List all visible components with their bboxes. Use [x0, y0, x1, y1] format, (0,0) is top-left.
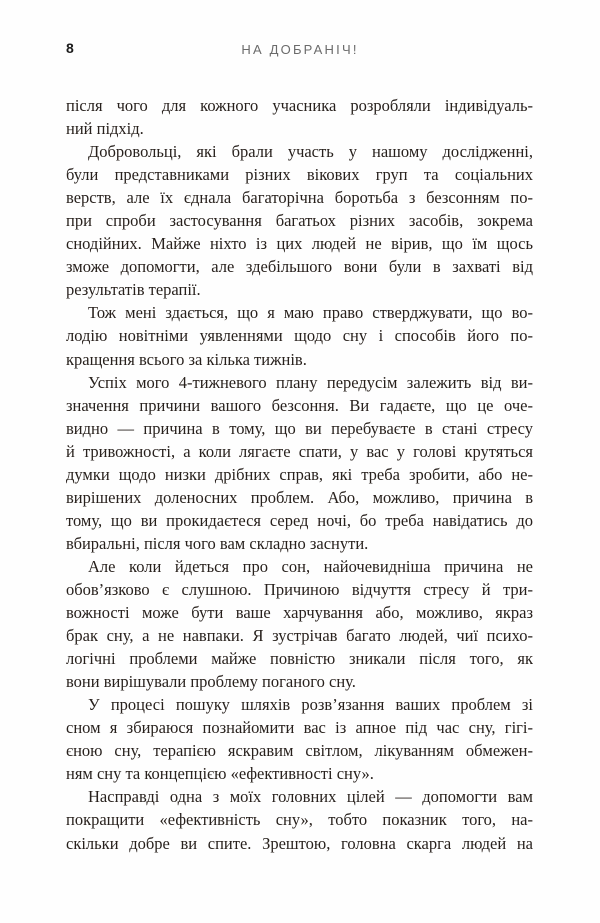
text-line: значення причини вашого безсоння. Ви гадаєте, що це оче-	[66, 395, 533, 415]
text-line: верств, але їх єднала багаторічна боротьба з безсонням по-	[66, 188, 533, 208]
text-line: Але коли йдеться про сон, найочевидніша причина не	[88, 556, 533, 576]
text-line: обов’язково є слушною. Причиною відчуття стресу й три-	[66, 579, 533, 599]
text-line: У процесі пошуку шляхів розв’язання ваших проблем зі	[88, 695, 533, 715]
text-line: покращити «ефективність сну», тобто показник того, на-	[66, 810, 533, 830]
text-line: скільки добре ви спите. Зрештою, головна скарга людей на	[66, 833, 533, 853]
page-number: 8	[66, 40, 74, 56]
text-line: думки щодо низки дрібних справ, які треба зробити, або не-	[66, 464, 533, 484]
text-line: єною сну, терапією яскравим світлом, лікуванням обмежен-	[66, 741, 533, 761]
page-header	[0, 40, 600, 60]
text-line: видно — причина в тому, що ви перебуваєте в стані стресу	[66, 418, 533, 438]
text-line: результатів терапії.	[66, 280, 201, 300]
text-line: вожності може бути ваше харчування або, можливо, якраз	[66, 603, 533, 623]
text-line: сном я збираюся познайомити вас із апное під час сну, гігі-	[66, 718, 533, 738]
text-line: тому, що ви прокидаєтеся серед ночі, бо треба навідатись до	[66, 510, 533, 530]
text-line: після чого для кожного учасника розробляли індивідуаль-	[66, 96, 533, 115]
paragraph	[66, 301, 533, 370]
body-text	[66, 94, 533, 855]
text-line: Добровольці, які брали участь у нашому дослідженні,	[88, 142, 533, 162]
text-line: брак сну, а не навпаки. Я зустрічав багато людей, чиї психо-	[66, 626, 533, 646]
text-line: вбиральні, після чого вам складно заснути.	[66, 533, 369, 553]
paragraph	[66, 371, 533, 555]
text-line: логічні проблеми майже повністю зникали після того, як	[66, 649, 533, 669]
text-line: Успіх мого 4-тижневого плану передусім залежить від ви-	[88, 372, 533, 392]
text-line: ням сну та концепцією «ефективності сну».	[66, 764, 374, 784]
paragraph	[66, 785, 533, 854]
text-line: кращення всього за кілька тижнів.	[66, 349, 307, 369]
paragraph	[66, 693, 533, 785]
text-line: Насправді одна з моїх головних цілей — допомогти вам	[88, 787, 533, 807]
text-line: Тож мені здається, що я маю право стверджувати, що во-	[88, 303, 533, 323]
text-line: вирішених доленосних проблем. Або, можливо, причина в	[66, 487, 533, 507]
text-line: при спроби застосування багатьох різних засобів, зокрема	[66, 211, 533, 231]
paragraph	[66, 94, 533, 140]
text-line: лодію новітніми уявленнями щодо сну і способів його по-	[66, 326, 533, 346]
running-head: НА ДОБРАНІЧ!	[241, 42, 359, 57]
text-line: були представниками різних вікових груп та соціальних	[66, 165, 533, 185]
text-line: зможе допомогти, але здебільшого вони були в захваті від	[66, 257, 533, 277]
text-line: ний підхід.	[66, 119, 144, 139]
paragraph	[66, 555, 533, 693]
text-line: снодійних. Майже ніхто із цих людей не вірив, що їм щось	[66, 234, 533, 254]
text-line: й тривожності, а коли лягаєте спати, у вас у голові крутяться	[66, 441, 533, 461]
paragraph	[66, 140, 533, 301]
text-line: вони вирішували проблему поганого сну.	[66, 672, 356, 692]
